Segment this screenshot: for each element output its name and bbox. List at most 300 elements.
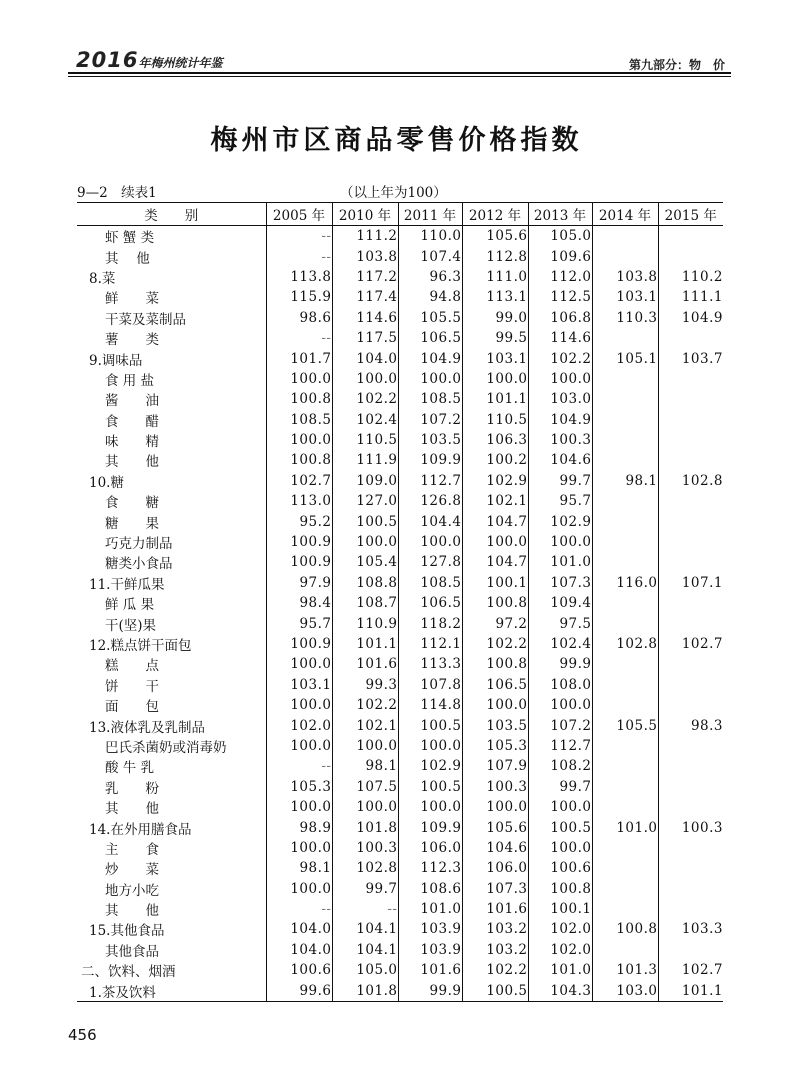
value-cell: 101.0 xyxy=(528,552,592,572)
value-cell xyxy=(592,328,658,348)
value-cell: 107.4 xyxy=(398,246,462,266)
value-cell: 100.0 xyxy=(398,369,462,389)
table-row xyxy=(77,328,723,348)
value-cell: 101.6 xyxy=(332,654,398,674)
value-cell: 108.0 xyxy=(528,675,592,695)
value-cell: 101.0 xyxy=(592,817,658,837)
value-cell: 105.5 xyxy=(592,715,658,735)
value-cell: 103.5 xyxy=(462,715,528,735)
table-row xyxy=(77,613,723,633)
table-row xyxy=(77,573,723,593)
table-row xyxy=(77,246,723,266)
price-index-table xyxy=(77,202,723,1002)
page-header xyxy=(0,0,793,80)
column-header-category: 类 别 xyxy=(77,203,266,226)
value-cell: 104.7 xyxy=(462,511,528,531)
value-cell: 103.0 xyxy=(592,980,658,1001)
value-cell: 118.2 xyxy=(398,613,462,633)
table-row xyxy=(77,471,723,491)
value-cell: 103.0 xyxy=(528,389,592,409)
value-cell: 102.7 xyxy=(658,960,723,980)
value-cell xyxy=(592,858,658,878)
table-row xyxy=(77,817,723,837)
value-cell xyxy=(592,940,658,960)
row-category: 饼 干 xyxy=(105,678,159,695)
value-cell: 102.9 xyxy=(528,511,592,531)
row-category: 地方小吃 xyxy=(105,882,159,899)
value-cell: 100.3 xyxy=(462,777,528,797)
value-cell xyxy=(592,450,658,470)
value-cell: 109.9 xyxy=(398,817,462,837)
value-cell: 126.8 xyxy=(398,491,462,511)
value-cell: 100.0 xyxy=(266,695,332,715)
value-cell: -- xyxy=(266,328,332,348)
section-label: 第九部分：物 价 xyxy=(628,58,725,72)
value-cell: 101.6 xyxy=(462,899,528,919)
value-cell: 101.8 xyxy=(332,980,398,1001)
value-cell xyxy=(658,613,723,633)
value-cell xyxy=(658,797,723,817)
value-cell: 100.8 xyxy=(592,919,658,939)
table-row xyxy=(77,695,723,715)
value-cell xyxy=(592,879,658,899)
yearbook-year: 2016 xyxy=(76,48,139,72)
table-row xyxy=(77,308,723,328)
value-cell: 100.1 xyxy=(528,899,592,919)
value-cell: 100.2 xyxy=(462,450,528,470)
value-cell: 105.3 xyxy=(266,777,332,797)
value-cell: 114.6 xyxy=(528,328,592,348)
value-cell xyxy=(658,491,723,511)
value-cell: 101.1 xyxy=(658,980,723,1001)
value-cell: 99.0 xyxy=(462,308,528,328)
value-cell: 106.0 xyxy=(462,858,528,878)
value-cell: 103.3 xyxy=(658,919,723,939)
table-row xyxy=(77,736,723,756)
value-cell: 112.5 xyxy=(528,287,592,307)
page-title: 梅州市区商品零售价格指数 xyxy=(210,125,583,156)
value-cell: 103.2 xyxy=(462,919,528,939)
table-row xyxy=(77,838,723,858)
value-cell: 100.8 xyxy=(462,654,528,674)
value-cell: 100.0 xyxy=(332,369,398,389)
value-cell: 102.2 xyxy=(462,634,528,654)
table-row xyxy=(77,491,723,511)
row-category: 其 他 xyxy=(105,801,159,818)
value-cell: 102.0 xyxy=(266,715,332,735)
value-cell: 127.0 xyxy=(332,491,398,511)
table-row xyxy=(77,919,723,939)
value-cell: 113.1 xyxy=(462,287,528,307)
value-cell: 104.6 xyxy=(462,838,528,858)
value-cell: -- xyxy=(266,899,332,919)
value-cell xyxy=(592,410,658,430)
table-row xyxy=(77,430,723,450)
value-cell: 110.0 xyxy=(398,226,462,247)
row-category: 鲜 菜 xyxy=(105,291,159,308)
value-cell: 99.5 xyxy=(462,328,528,348)
value-cell: 101.1 xyxy=(332,634,398,654)
value-cell xyxy=(658,756,723,776)
value-cell: 100.0 xyxy=(332,532,398,552)
row-category: 其 他 xyxy=(105,250,150,267)
value-cell: 116.0 xyxy=(592,573,658,593)
value-cell xyxy=(658,899,723,919)
value-cell: 100.5 xyxy=(528,817,592,837)
value-cell: 100.0 xyxy=(266,879,332,899)
value-cell: 107.8 xyxy=(398,675,462,695)
column-header-2015: 2015 年 xyxy=(658,203,723,226)
value-cell: 95.7 xyxy=(528,491,592,511)
value-cell: 114.6 xyxy=(332,308,398,328)
value-cell: 127.8 xyxy=(398,552,462,572)
table-row xyxy=(77,552,723,572)
value-cell xyxy=(592,675,658,695)
table-row xyxy=(77,369,723,389)
value-cell: 104.1 xyxy=(332,940,398,960)
value-cell: 98.9 xyxy=(266,817,332,837)
value-cell: 103.7 xyxy=(658,348,723,368)
value-cell: 105.1 xyxy=(592,348,658,368)
row-category: 食 糖 xyxy=(105,495,159,512)
row-category: 鲜 瓜 果 xyxy=(105,597,155,614)
value-cell: 105.4 xyxy=(332,552,398,572)
value-cell: 108.5 xyxy=(398,389,462,409)
table-row xyxy=(77,675,723,695)
value-cell: 103.1 xyxy=(592,287,658,307)
value-cell: 114.8 xyxy=(398,695,462,715)
value-cell: 110.5 xyxy=(462,410,528,430)
value-cell xyxy=(592,654,658,674)
value-cell: 108.6 xyxy=(398,879,462,899)
value-cell: 99.7 xyxy=(528,777,592,797)
table-row xyxy=(77,389,723,409)
row-category: 其 他 xyxy=(105,454,159,471)
value-cell xyxy=(658,369,723,389)
value-cell xyxy=(658,858,723,878)
value-cell xyxy=(592,899,658,919)
value-cell xyxy=(658,879,723,899)
value-cell: 102.2 xyxy=(528,348,592,368)
table-row xyxy=(77,226,723,247)
value-cell: 105.6 xyxy=(462,226,528,247)
value-cell: 100.0 xyxy=(332,797,398,817)
value-cell xyxy=(592,389,658,409)
value-cell: 100.5 xyxy=(398,715,462,735)
value-cell xyxy=(592,532,658,552)
value-cell xyxy=(592,756,658,776)
value-cell xyxy=(592,430,658,450)
row-category: 其 他 xyxy=(105,903,159,920)
table-row xyxy=(77,532,723,552)
table-row xyxy=(77,287,723,307)
value-cell: 106.0 xyxy=(398,838,462,858)
value-cell xyxy=(658,511,723,531)
value-cell xyxy=(592,246,658,266)
value-cell: 107.1 xyxy=(658,573,723,593)
table-row xyxy=(77,593,723,613)
value-cell: 97.5 xyxy=(528,613,592,633)
value-cell: 100.0 xyxy=(266,430,332,450)
value-cell: 100.0 xyxy=(398,736,462,756)
value-cell xyxy=(658,695,723,715)
value-cell xyxy=(592,695,658,715)
value-cell: 115.9 xyxy=(266,287,332,307)
value-cell: 100.0 xyxy=(266,736,332,756)
value-cell: 102.9 xyxy=(462,471,528,491)
value-cell: 100.0 xyxy=(462,532,528,552)
value-cell: 100.0 xyxy=(266,369,332,389)
value-cell: 100.0 xyxy=(528,695,592,715)
value-cell: -- xyxy=(266,756,332,776)
value-cell: 100.6 xyxy=(528,858,592,878)
value-cell: 102.0 xyxy=(528,940,592,960)
value-cell xyxy=(592,777,658,797)
row-category: 9.调味品 xyxy=(89,352,143,369)
table-row xyxy=(77,960,723,980)
row-category: 二、饮料、烟酒 xyxy=(81,964,176,981)
value-cell: 101.3 xyxy=(592,960,658,980)
value-cell: 100.0 xyxy=(266,654,332,674)
value-cell: 109.9 xyxy=(398,450,462,470)
value-cell: 102.1 xyxy=(462,491,528,511)
row-category: 乳 粉 xyxy=(105,780,159,797)
value-cell: 108.5 xyxy=(266,410,332,430)
value-cell: 108.5 xyxy=(398,573,462,593)
row-category: 酱 油 xyxy=(105,393,159,410)
value-cell: 101.8 xyxy=(332,817,398,837)
value-cell: 104.7 xyxy=(462,552,528,572)
value-cell xyxy=(658,410,723,430)
value-cell: 99.9 xyxy=(398,980,462,1001)
column-header-2012: 2012 年 xyxy=(462,203,528,226)
value-cell: 105.0 xyxy=(332,960,398,980)
value-cell: 98.4 xyxy=(266,593,332,613)
table-row xyxy=(77,267,723,287)
value-cell: 112.3 xyxy=(398,858,462,878)
row-category: 干(坚)果 xyxy=(105,617,157,634)
yearbook-title xyxy=(76,48,222,72)
value-cell: 117.2 xyxy=(332,267,398,287)
value-cell: 100.5 xyxy=(332,511,398,531)
value-cell: 104.9 xyxy=(398,348,462,368)
value-cell xyxy=(658,389,723,409)
value-cell: 101.6 xyxy=(398,960,462,980)
value-cell: 117.4 xyxy=(332,287,398,307)
value-cell xyxy=(658,552,723,572)
row-category: 味 精 xyxy=(105,434,159,451)
value-cell: 113.3 xyxy=(398,654,462,674)
value-cell: 98.1 xyxy=(332,756,398,776)
value-cell: 98.1 xyxy=(592,471,658,491)
value-cell: 113.8 xyxy=(266,267,332,287)
value-cell: 102.9 xyxy=(398,756,462,776)
value-cell xyxy=(592,226,658,247)
value-cell xyxy=(658,328,723,348)
row-category: 糖类小食品 xyxy=(105,556,173,573)
header-rule-thick xyxy=(68,72,731,74)
value-cell: 105.3 xyxy=(462,736,528,756)
value-cell: 111.1 xyxy=(658,287,723,307)
value-cell xyxy=(592,838,658,858)
row-category: 1.茶及饮料 xyxy=(77,980,266,1001)
row-category: 14.在外用膳食品 xyxy=(89,821,192,838)
value-cell: 104.9 xyxy=(528,410,592,430)
value-cell: 102.7 xyxy=(266,471,332,491)
value-cell: 110.2 xyxy=(658,267,723,287)
value-cell: 104.3 xyxy=(528,980,592,1001)
value-cell: 96.3 xyxy=(398,267,462,287)
value-cell: 101.0 xyxy=(398,899,462,919)
value-cell: 103.9 xyxy=(398,919,462,939)
value-cell: 100.1 xyxy=(462,573,528,593)
value-cell: -- xyxy=(266,246,332,266)
value-cell: 104.0 xyxy=(266,919,332,939)
value-cell: 103.2 xyxy=(462,940,528,960)
value-cell: 102.0 xyxy=(528,919,592,939)
value-cell: 102.4 xyxy=(332,410,398,430)
value-cell: 100.6 xyxy=(266,960,332,980)
value-cell: 100.8 xyxy=(528,879,592,899)
table-row xyxy=(77,940,723,960)
row-category: 食 醋 xyxy=(105,413,159,430)
table-row xyxy=(77,654,723,674)
value-cell: 100.0 xyxy=(266,838,332,858)
table-row xyxy=(77,858,723,878)
value-cell: 110.3 xyxy=(592,308,658,328)
row-category: 11.干鲜瓜果 xyxy=(89,576,165,593)
value-cell: 100.0 xyxy=(528,797,592,817)
value-cell: 100.0 xyxy=(398,532,462,552)
value-cell: 97.9 xyxy=(266,573,332,593)
table-row xyxy=(77,450,723,470)
value-cell: 100.9 xyxy=(266,634,332,654)
value-cell: 101.0 xyxy=(528,960,592,980)
value-cell: 108.7 xyxy=(332,593,398,613)
value-cell: 94.8 xyxy=(398,287,462,307)
column-header-2011: 2011 年 xyxy=(398,203,462,226)
value-cell: 98.3 xyxy=(658,715,723,735)
value-cell: 99.3 xyxy=(332,675,398,695)
value-cell: 100.8 xyxy=(266,389,332,409)
row-category: 主 食 xyxy=(105,841,159,858)
value-cell: 102.7 xyxy=(658,634,723,654)
value-cell xyxy=(592,736,658,756)
value-cell: 107.3 xyxy=(462,879,528,899)
row-category: 巧克力制品 xyxy=(105,536,173,553)
value-cell: 103.1 xyxy=(462,348,528,368)
value-cell: 100.5 xyxy=(462,980,528,1001)
value-cell: 109.0 xyxy=(332,471,398,491)
value-cell: -- xyxy=(332,899,398,919)
value-cell: 104.1 xyxy=(332,919,398,939)
value-cell: 100.0 xyxy=(398,797,462,817)
value-cell: 98.6 xyxy=(266,308,332,328)
value-cell: 102.2 xyxy=(332,695,398,715)
value-cell: -- xyxy=(266,226,332,247)
value-cell: 111.2 xyxy=(332,226,398,247)
row-category: 10.糖 xyxy=(89,474,124,491)
value-cell: 107.3 xyxy=(528,573,592,593)
value-cell: 100.3 xyxy=(528,430,592,450)
value-cell: 106.5 xyxy=(398,593,462,613)
value-cell: 103.8 xyxy=(592,267,658,287)
value-cell xyxy=(592,552,658,572)
value-cell: 102.8 xyxy=(332,858,398,878)
value-cell: 117.5 xyxy=(332,328,398,348)
value-cell: 100.5 xyxy=(398,777,462,797)
row-category: 炒 菜 xyxy=(105,862,159,879)
table-row xyxy=(77,715,723,735)
value-cell: 102.1 xyxy=(332,715,398,735)
value-cell: 100.3 xyxy=(332,838,398,858)
value-cell: 104.4 xyxy=(398,511,462,531)
value-cell xyxy=(592,593,658,613)
value-cell: 102.4 xyxy=(528,634,592,654)
table-row xyxy=(77,879,723,899)
value-cell: 106.5 xyxy=(398,328,462,348)
column-header-2005: 2005 年 xyxy=(266,203,332,226)
row-category: 12.糕点饼干面包 xyxy=(89,638,192,654)
value-cell: 105.5 xyxy=(398,308,462,328)
header-rule-thin xyxy=(68,76,731,77)
value-cell xyxy=(658,736,723,756)
table-header-row xyxy=(77,203,723,226)
value-cell: 100.0 xyxy=(462,797,528,817)
row-category: 干菜及菜制品 xyxy=(105,311,186,328)
value-cell: 103.9 xyxy=(398,940,462,960)
value-cell: 104.9 xyxy=(658,308,723,328)
value-cell xyxy=(658,532,723,552)
row-category: 15.其他食品 xyxy=(89,923,165,940)
value-cell xyxy=(658,246,723,266)
value-cell: 106.5 xyxy=(462,675,528,695)
table-row xyxy=(77,348,723,368)
row-category: 虾 蟹 类 xyxy=(105,230,155,247)
row-category: 面 包 xyxy=(105,699,159,716)
value-cell: 102.2 xyxy=(332,389,398,409)
value-cell: 105.0 xyxy=(528,226,592,247)
value-cell: 106.8 xyxy=(528,308,592,328)
row-category: 8.菜 xyxy=(89,270,116,287)
row-category: 食 用 盐 xyxy=(105,372,155,389)
row-category: 其他食品 xyxy=(105,943,159,960)
table-code: 9—2 续表1 xyxy=(77,185,157,201)
column-header-2013: 2013 年 xyxy=(528,203,592,226)
value-cell: 104.0 xyxy=(266,940,332,960)
value-cell xyxy=(658,940,723,960)
value-cell xyxy=(658,838,723,858)
value-cell: 97.2 xyxy=(462,613,528,633)
table-row xyxy=(77,511,723,531)
value-cell: 112.7 xyxy=(528,736,592,756)
value-cell: 108.8 xyxy=(332,573,398,593)
value-cell: 99.7 xyxy=(528,471,592,491)
value-cell xyxy=(658,654,723,674)
value-cell: 109.6 xyxy=(528,246,592,266)
row-category: 酸 牛 乳 xyxy=(105,760,155,777)
value-cell: 100.0 xyxy=(528,838,592,858)
value-cell: 100.8 xyxy=(266,450,332,470)
table-row xyxy=(77,634,723,654)
value-cell: 110.5 xyxy=(332,430,398,450)
value-cell: 100.9 xyxy=(266,532,332,552)
value-cell: 100.9 xyxy=(266,552,332,572)
value-cell: 100.0 xyxy=(528,369,592,389)
value-cell xyxy=(592,797,658,817)
value-cell: 101.7 xyxy=(266,348,332,368)
value-cell: 100.0 xyxy=(462,695,528,715)
